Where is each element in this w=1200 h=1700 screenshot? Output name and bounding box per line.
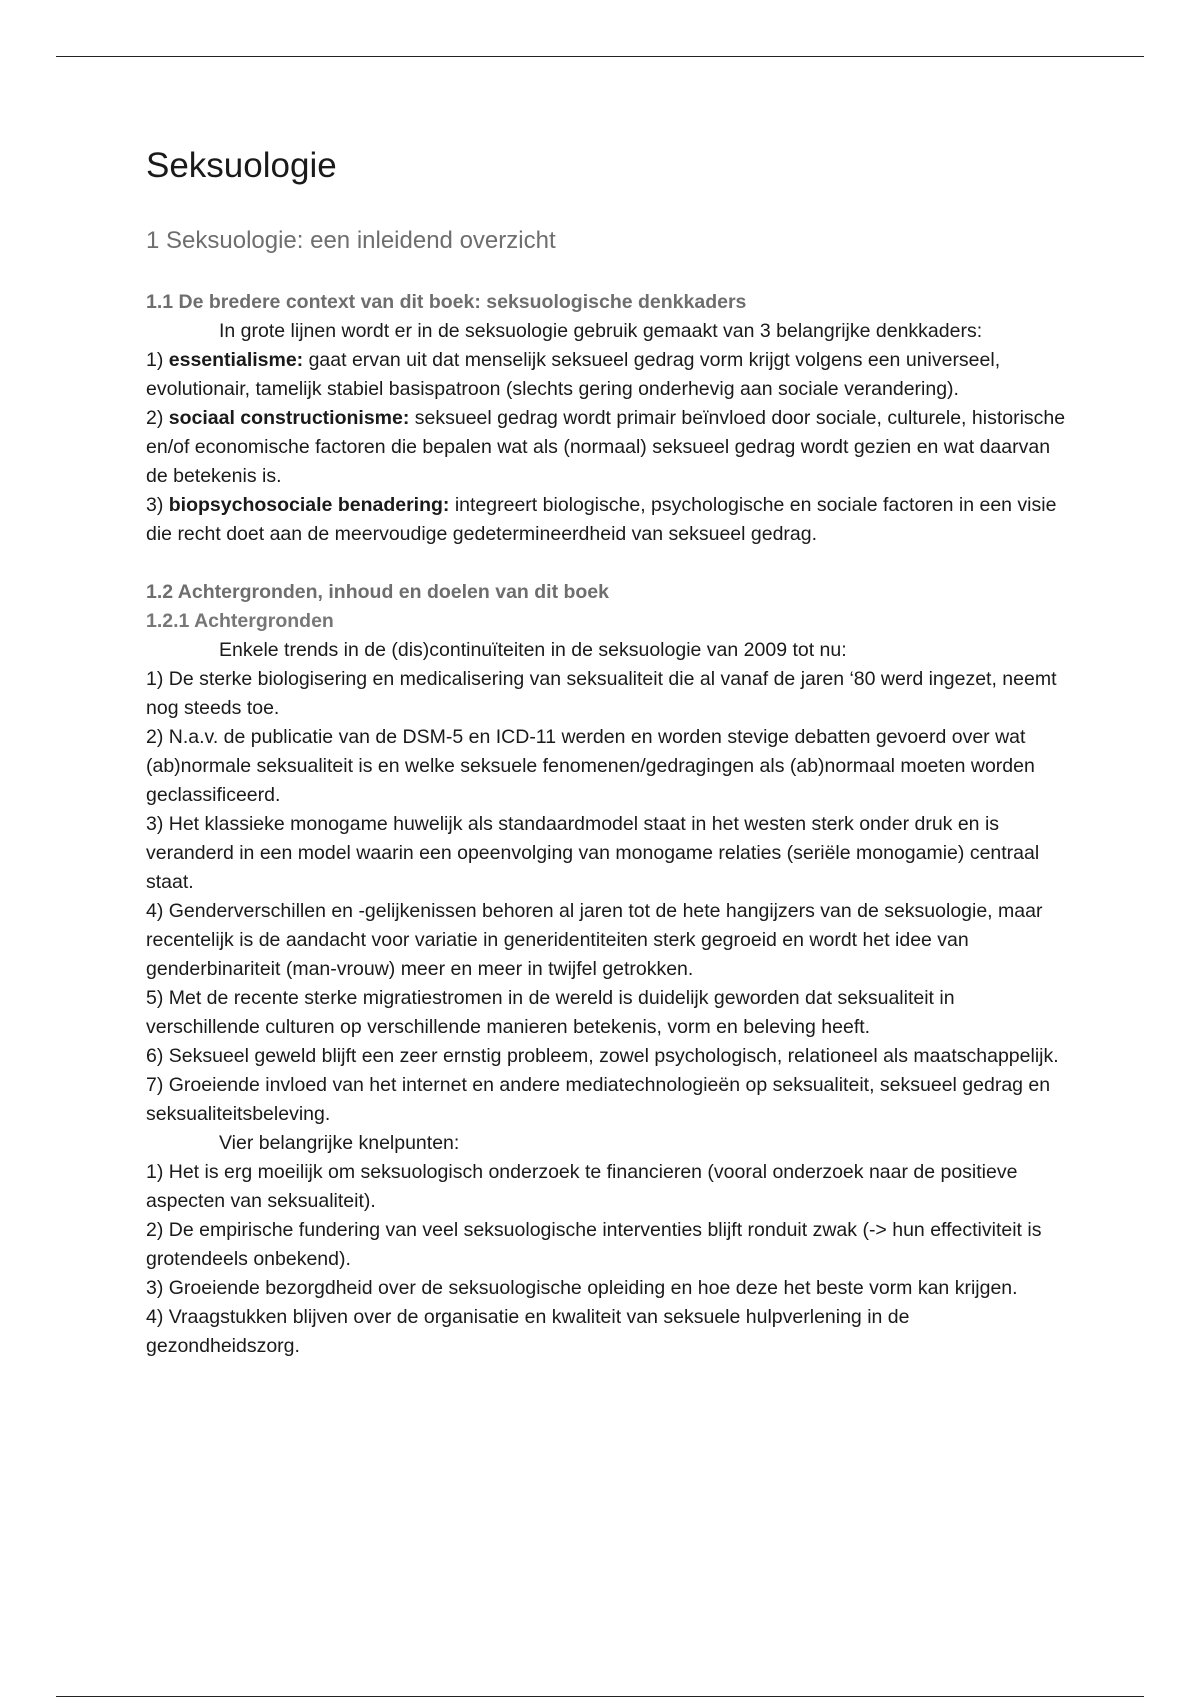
- framework-item: [146, 491, 1066, 549]
- framework-number: 2): [146, 407, 169, 429]
- framework-number: 1): [146, 349, 169, 371]
- knelpunt-item: 1) Het is erg moeilijk om seksuologisch onderzoek te financieren (vooral onderzoek naar de positieve aspecten van seksualiteit).: [146, 1161, 1018, 1212]
- framework-text: integreert biologische, psychologische en sociale factoren in een visie die recht doet aan de meervoudige gedetermineerdheid van seksueel gedrag.: [146, 494, 1057, 545]
- framework-term: essentialisme:: [168, 349, 304, 371]
- section-1-1-intro: In grote lijnen wordt er in de seksuologie gebruik gemaakt van 3 belangrijke denkkaders:: [219, 320, 983, 342]
- framework-item: [146, 404, 1066, 491]
- framework-number: 3): [146, 494, 169, 516]
- document-body: [146, 140, 1066, 1361]
- trend-item: 2) N.a.v. de publicatie van de DSM-5 en ICD-11 werden en worden stevige debatten gevoerd over wat (ab)normale seksualiteit is en welke seksuele fenomenen/gedragingen als (ab)normaal moeten worden geclassificeerd.: [146, 726, 1035, 806]
- header-rule: [56, 56, 1144, 57]
- footer-rule: [56, 1696, 1144, 1697]
- framework-term: sociaal constructionisme:: [168, 407, 410, 429]
- framework-text: seksueel gedrag wordt primair beïnvloed door sociale, culturele, historische en/of economische factoren die bepalen wat als (normaal) seksueel gedrag wordt gezien en wat daarvan de betekenis is.: [146, 407, 1066, 487]
- knelpunt-item: 2) De empirische fundering van veel seksuologische interventies blijft ronduit zwak (-> hun effectiviteit is grotendeels onbekend).: [146, 1219, 1042, 1270]
- knelpunt-item: 3) Groeiende bezorgdheid over de seksuologische opleiding en hoe deze het beste vorm kan krijgen.: [146, 1277, 1018, 1299]
- knelpunten-intro: Vier belangrijke knelpunten:: [219, 1132, 460, 1154]
- trend-item: 5) Met de recente sterke migratiestromen in de wereld is duidelijk geworden dat seksualiteit in verschillende culturen op verschillende manieren betekenis, vorm en beleving heeft.: [146, 987, 955, 1038]
- framework-text: gaat ervan uit dat menselijk seksueel gedrag vorm krijgt volgens een universeel, evolutionair, tamelijk stabiel basispatroon (slechts gering onderhevig aan sociale verandering).: [146, 349, 1001, 400]
- subsection-1-2-1-heading: 1.2.1 Achtergronden: [146, 610, 334, 632]
- trend-item: 1) De sterke biologisering en medicalisering van seksualiteit die al vanaf de jaren ‘80 werd ingezet, neemt nog steeds toe.: [146, 668, 1057, 719]
- trend-item: 6) Seksueel geweld blijft een zeer ernstig probleem, zowel psychologisch, relationeel als maatschappelijk.: [146, 1045, 1059, 1067]
- framework-item: [146, 346, 1066, 404]
- trend-item: 7) Groeiende invloed van het internet en andere mediatechnologieën op seksualiteit, seksueel gedrag en seksualiteitsbeleving.: [146, 1074, 1051, 1125]
- framework-term: biopsychosociale benadering:: [168, 494, 450, 516]
- section-1-1-heading: 1.1 De bredere context van dit boek: seksuologische denkkaders: [146, 291, 747, 313]
- document-title: Seksuologie: [146, 146, 337, 185]
- trend-item: 4) Genderverschillen en -gelijkenissen behoren al jaren tot de hete hangijzers van de seksuologie, maar recentelijk is de aandacht voor variatie in generidentiteiten sterk gegroeid en wordt het idee van genderbinariteit (man-vrouw) meer en meer in twijfel getrokken.: [146, 900, 1043, 980]
- chapter-heading: 1 Seksuologie: een inleidend overzicht: [146, 227, 556, 254]
- section-1-2-heading: 1.2 Achtergronden, inhoud en doelen van dit boek: [146, 581, 609, 603]
- trend-item: 3) Het klassieke monogame huwelijk als standaardmodel staat in het westen sterk onder druk en is veranderd in een model waarin een opeenvolging van monogame relaties (seriële monogamie) centraal staat.: [146, 813, 1040, 893]
- trends-intro: Enkele trends in de (dis)continuïteiten in de seksuologie van 2009 tot nu:: [219, 639, 847, 661]
- knelpunt-item: 4) Vraagstukken blijven over de organisatie en kwaliteit van seksuele hulpverlening in de gezondheidszorg.: [146, 1306, 910, 1357]
